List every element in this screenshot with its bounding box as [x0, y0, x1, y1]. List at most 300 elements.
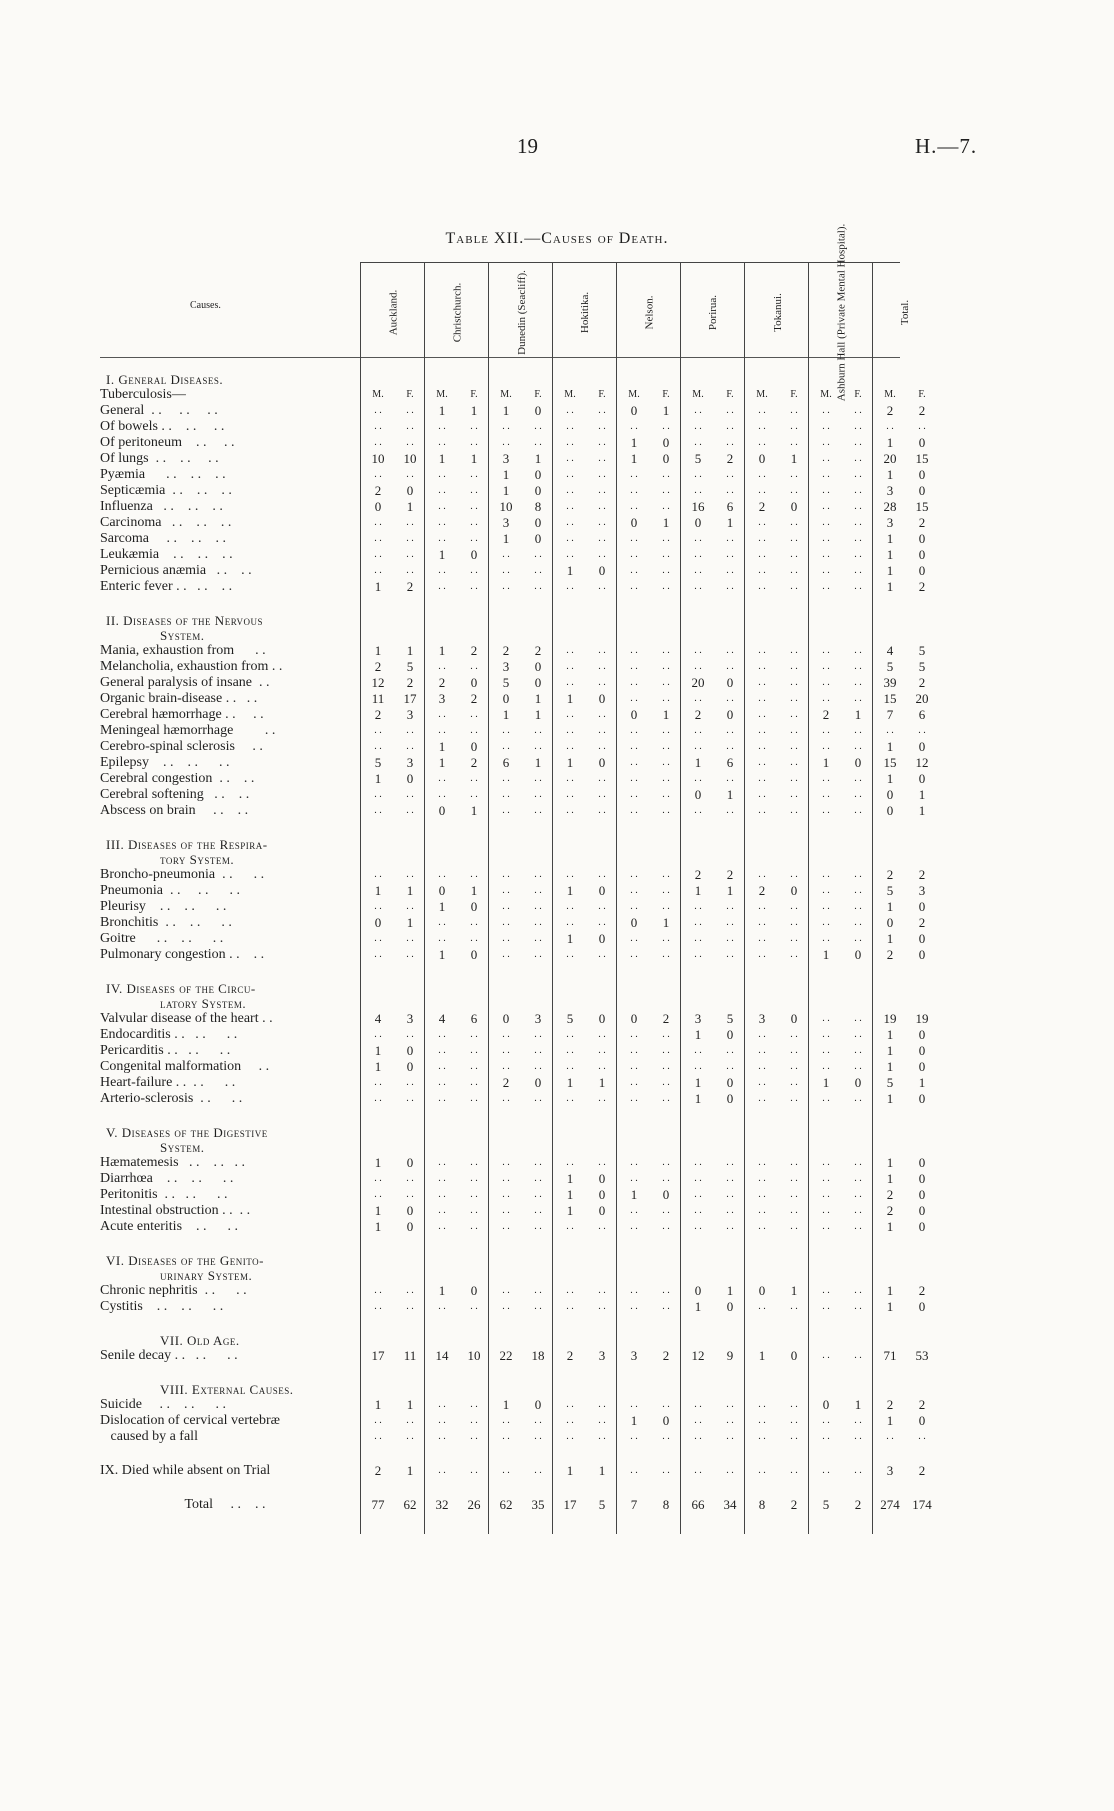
female-count: 0 [918, 1059, 926, 1074]
female-count: . . [854, 725, 862, 736]
female-count: . . [854, 1013, 862, 1024]
sex-header-cell [554, 387, 618, 403]
male-count: . . [758, 645, 766, 656]
female-count: . . [534, 581, 542, 592]
female-count: . . [726, 901, 734, 912]
female-count: . . [534, 1465, 542, 1476]
female-count: . . [854, 917, 862, 928]
male-count: 19 [883, 1011, 897, 1026]
female-count: 1 [662, 707, 670, 722]
male-count: . . [566, 1301, 574, 1312]
male-count: . . [694, 485, 702, 496]
column-header-total [876, 266, 936, 358]
male-count: . . [822, 917, 830, 928]
male-count: 2 [374, 659, 382, 674]
female-count: 0 [534, 531, 542, 546]
value-cell-christchurch [426, 483, 490, 499]
male-count: 3 [694, 1011, 702, 1026]
cause-label: Hæmatemesis . . . . . . [100, 1155, 246, 1170]
cause-label: Pleurisy . . . . . . [100, 899, 227, 914]
male-count: 1 [822, 755, 830, 770]
male-count: 1 [502, 707, 510, 722]
value-cell-total [874, 1027, 938, 1043]
male-count: . . [502, 1189, 510, 1200]
male-count: . . [502, 885, 510, 896]
female-count: . . [726, 1415, 734, 1426]
male-count: 16 [691, 499, 705, 514]
male-count: . . [822, 1431, 830, 1442]
value-cell-hokitika [554, 1429, 618, 1445]
value-cell-hokitika [554, 707, 618, 723]
male-count: 1 [438, 899, 446, 914]
male-count: 2 [374, 707, 382, 722]
female-count: 0 [918, 1155, 926, 1170]
male-count: 17 [563, 1497, 577, 1512]
value-cell-auckland [362, 547, 426, 563]
cause-label: Endocarditis . . . . . . [100, 1027, 238, 1042]
value-cell-hokitika [554, 1283, 618, 1299]
male-count: . . [502, 1157, 510, 1168]
value-cell-nelson [618, 771, 682, 787]
male-count: . . [502, 1029, 510, 1040]
female-count: 0 [534, 483, 542, 498]
female-count: . . [790, 677, 798, 688]
value-cell-hokitika [554, 947, 618, 963]
male-count: . . [822, 469, 830, 480]
female-count: 0 [534, 1075, 542, 1090]
cause-label: Leukæmia . . . . . . [100, 547, 233, 562]
male-count: . . [758, 1189, 766, 1200]
sex-header-cell [874, 387, 938, 403]
male-count: 32 [435, 1497, 449, 1512]
male-count: 1 [566, 755, 574, 770]
male-header: M. [564, 389, 576, 400]
male-count: . . [502, 581, 510, 592]
value-cell-tokanui [746, 1299, 810, 1315]
cause-label: Dislocation of cervical vertebræ [100, 1413, 280, 1428]
value-cell-tokanui [746, 675, 810, 691]
female-count: . . [598, 1301, 606, 1312]
male-count: . . [822, 549, 830, 560]
male-count: . . [438, 661, 446, 672]
male-count: . . [566, 869, 574, 880]
cause-label: Congenital malformation . . [100, 1059, 270, 1074]
female-count: 0 [470, 1283, 478, 1298]
male-count: . . [694, 437, 702, 448]
female-header: F. [918, 389, 926, 400]
value-cell-ashburn-hall [810, 643, 874, 659]
female-count: . . [790, 1221, 798, 1232]
female-count: 0 [918, 1203, 926, 1218]
cause-label: Broncho-pneumonia . . . . [100, 867, 265, 882]
male-count: 1 [694, 1091, 702, 1106]
section-heading: tory System. [160, 852, 235, 867]
male-count: 5 [374, 755, 382, 770]
value-cell-porirua [682, 1011, 746, 1027]
female-count: . . [790, 741, 798, 752]
value-cell-christchurch [426, 1497, 490, 1513]
value-cell-ashburn-hall [810, 899, 874, 915]
female-count: . . [406, 789, 414, 800]
male-count: 1 [502, 483, 510, 498]
female-count: . . [918, 725, 926, 736]
male-count: . . [374, 549, 382, 560]
male-count: . . [438, 773, 446, 784]
female-count: 0 [406, 771, 414, 786]
male-count: . . [630, 869, 638, 880]
female-count: 3 [406, 1011, 414, 1026]
female-count: 0 [790, 1348, 798, 1363]
value-cell-total [874, 563, 938, 579]
column-header-porirua [684, 266, 744, 358]
male-count: . . [374, 421, 382, 432]
female-count: . . [534, 1029, 542, 1040]
female-count: 2 [918, 675, 926, 690]
male-count: 1 [374, 1203, 382, 1218]
value-cell-christchurch [426, 931, 490, 947]
value-cell-dunedin [490, 1187, 554, 1203]
value-cell-christchurch [426, 803, 490, 819]
value-cell-ashburn-hall [810, 435, 874, 451]
male-count: . . [630, 1077, 638, 1088]
value-cell-dunedin [490, 1299, 554, 1315]
value-cell-nelson [618, 1091, 682, 1107]
value-cell-auckland [362, 771, 426, 787]
header-rule-top [360, 262, 900, 263]
male-count: . . [438, 469, 446, 480]
female-count: . . [726, 581, 734, 592]
female-count: 0 [726, 1027, 734, 1042]
male-count: . . [438, 1157, 446, 1168]
female-count: . . [598, 501, 606, 512]
female-count: . . [534, 437, 542, 448]
value-cell-dunedin [490, 563, 554, 579]
female-count: 1 [470, 451, 478, 466]
male-count: . . [694, 469, 702, 480]
value-cell-christchurch [426, 1413, 490, 1429]
female-count: . . [598, 661, 606, 672]
value-cell-christchurch [426, 1171, 490, 1187]
value-cell-ashburn-hall [810, 1043, 874, 1059]
value-cell-porirua [682, 1203, 746, 1219]
value-cell-nelson [618, 1171, 682, 1187]
male-count: . . [566, 517, 574, 528]
female-count: . . [790, 869, 798, 880]
female-count: . . [790, 421, 798, 432]
female-count: . . [534, 725, 542, 736]
female-header: F. [790, 389, 798, 400]
male-count: . . [438, 517, 446, 528]
female-count: . . [406, 1285, 414, 1296]
male-count: 1 [438, 451, 446, 466]
male-count: 0 [374, 499, 382, 514]
value-cell-ashburn-hall [810, 1348, 874, 1364]
male-count: . . [758, 1301, 766, 1312]
female-count: . . [726, 661, 734, 672]
female-count: 1 [406, 1397, 414, 1412]
male-count: 1 [886, 1171, 894, 1186]
male-count: . . [694, 1189, 702, 1200]
female-count: . . [598, 709, 606, 720]
male-count: . . [694, 1061, 702, 1072]
female-count: . . [854, 1205, 862, 1216]
male-count: . . [374, 1431, 382, 1442]
male-count: . . [822, 581, 830, 592]
value-cell-christchurch [426, 1283, 490, 1299]
male-count: . . [886, 421, 894, 432]
female-count: . . [662, 565, 670, 576]
value-cell-nelson [618, 1059, 682, 1075]
female-count: . . [726, 1399, 734, 1410]
value-cell-christchurch [426, 1203, 490, 1219]
female-count: . . [598, 869, 606, 880]
female-count: . . [598, 773, 606, 784]
value-cell-nelson [618, 1413, 682, 1429]
female-count: 0 [918, 1043, 926, 1058]
female-count: 35 [531, 1497, 545, 1512]
male-count: . . [374, 901, 382, 912]
value-cell-dunedin [490, 499, 554, 515]
male-count: . . [630, 1061, 638, 1072]
male-count: . . [374, 789, 382, 800]
female-count: 1 [406, 643, 414, 658]
male-count: . . [694, 533, 702, 544]
cause-label: Of peritoneum . . . . [100, 435, 235, 450]
female-count: . . [726, 469, 734, 480]
male-count: 22 [499, 1348, 513, 1363]
male-count: 1 [886, 467, 894, 482]
female-count: . . [406, 1189, 414, 1200]
male-count: 66 [691, 1497, 705, 1512]
page-number: 19 [517, 134, 538, 158]
value-cell-ashburn-hall [810, 1413, 874, 1429]
male-count: . . [566, 485, 574, 496]
female-count: . . [406, 1093, 414, 1104]
male-count: . . [758, 1399, 766, 1410]
female-count: . . [470, 661, 478, 672]
value-cell-ashburn-hall [810, 1171, 874, 1187]
value-cell-porirua [682, 483, 746, 499]
male-count: 1 [374, 579, 382, 594]
value-cell-auckland [362, 1091, 426, 1107]
female-count: . . [470, 565, 478, 576]
male-header: M. [756, 389, 768, 400]
male-count: . . [566, 789, 574, 800]
female-count: . . [854, 533, 862, 544]
female-count: 2 [662, 1348, 670, 1363]
female-count: . . [598, 901, 606, 912]
value-cell-christchurch [426, 547, 490, 563]
female-count: 2 [918, 1283, 926, 1298]
value-cell-dunedin [490, 1348, 554, 1364]
value-cell-ashburn-hall [810, 1059, 874, 1075]
value-cell-porirua [682, 547, 746, 563]
male-count: 3 [886, 483, 894, 498]
male-count: 8 [758, 1497, 766, 1512]
value-cell-porirua [682, 691, 746, 707]
female-count: 19 [915, 1011, 929, 1026]
male-count: 1 [886, 1219, 894, 1234]
male-count: . . [566, 773, 574, 784]
female-count: . . [534, 1301, 542, 1312]
value-cell-hokitika [554, 1187, 618, 1203]
male-count: . . [502, 869, 510, 880]
female-count: 62 [403, 1497, 417, 1512]
male-count: 7 [630, 1497, 638, 1512]
female-count: . . [662, 469, 670, 480]
value-cell-porirua [682, 579, 746, 595]
female-count: . . [726, 485, 734, 496]
female-count: . . [854, 773, 862, 784]
male-count: 2 [694, 867, 702, 882]
female-count: . . [790, 805, 798, 816]
female-count: . . [598, 1029, 606, 1040]
value-cell-nelson [618, 867, 682, 883]
male-count: 0 [630, 707, 638, 722]
value-cell-tokanui [746, 1283, 810, 1299]
value-cell-ashburn-hall [810, 707, 874, 723]
female-count: 5 [598, 1497, 606, 1512]
value-cell-christchurch [426, 1348, 490, 1364]
male-count: . . [822, 1221, 830, 1232]
value-cell-ashburn-hall [810, 787, 874, 803]
value-cell-nelson [618, 1155, 682, 1171]
female-count: . . [662, 1173, 670, 1184]
female-count: 0 [534, 403, 542, 418]
male-count: . . [758, 405, 766, 416]
male-count: 2 [758, 499, 766, 514]
value-cell-auckland [362, 787, 426, 803]
female-count: . . [854, 1350, 862, 1361]
male-count: 1 [886, 1091, 894, 1106]
value-cell-hokitika [554, 1219, 618, 1235]
value-cell-nelson [618, 579, 682, 595]
value-cell-tokanui [746, 451, 810, 467]
female-count: . . [662, 901, 670, 912]
male-header: M. [628, 389, 640, 400]
female-count: 0 [534, 1397, 542, 1412]
value-cell-tokanui [746, 531, 810, 547]
female-count: . . [790, 485, 798, 496]
male-count: . . [630, 949, 638, 960]
female-count: 0 [662, 451, 670, 466]
value-cell-nelson [618, 803, 682, 819]
value-cell-nelson [618, 403, 682, 419]
cause-label: Peritonitis . . . . . . [100, 1187, 228, 1202]
male-count: . . [502, 1093, 510, 1104]
value-cell-tokanui [746, 659, 810, 675]
male-count: . . [694, 421, 702, 432]
column-header-christchurch [428, 266, 488, 358]
female-count: . . [598, 805, 606, 816]
female-count: 0 [918, 1413, 926, 1428]
female-count: 0 [854, 755, 862, 770]
cause-label: Cerebral congestion . . . . [100, 771, 255, 786]
value-cell-nelson [618, 883, 682, 899]
value-cell-nelson [618, 755, 682, 771]
female-count: . . [406, 549, 414, 560]
male-count: . . [630, 741, 638, 752]
value-cell-christchurch [426, 947, 490, 963]
value-cell-total [874, 435, 938, 451]
male-count: 71 [883, 1348, 897, 1363]
value-cell-auckland [362, 1187, 426, 1203]
table-title [0, 230, 1114, 248]
male-count: . . [438, 709, 446, 720]
female-count: . . [790, 709, 798, 720]
value-cell-ashburn-hall [810, 419, 874, 435]
value-cell-ashburn-hall [810, 659, 874, 675]
female-count: . . [598, 469, 606, 480]
female-header: F. [534, 389, 542, 400]
value-cell-christchurch [426, 1043, 490, 1059]
value-cell-nelson [618, 947, 682, 963]
value-cell-dunedin [490, 1075, 554, 1091]
male-count: . . [694, 1205, 702, 1216]
female-count: 2 [534, 643, 542, 658]
female-count: . . [406, 437, 414, 448]
male-count: 1 [502, 467, 510, 482]
value-cell-porirua [682, 1299, 746, 1315]
male-count: 17 [371, 1348, 385, 1363]
male-count: . . [502, 565, 510, 576]
male-count: . . [694, 1157, 702, 1168]
value-cell-auckland [362, 867, 426, 883]
value-cell-hokitika [554, 1299, 618, 1315]
value-cell-auckland [362, 675, 426, 691]
value-cell-tokanui [746, 691, 810, 707]
male-count: 5 [886, 1075, 894, 1090]
value-cell-dunedin [490, 1463, 554, 1479]
male-count: . . [502, 741, 510, 752]
value-cell-ashburn-hall [810, 1091, 874, 1107]
male-count: 6 [502, 755, 510, 770]
female-count: . . [854, 805, 862, 816]
female-count: . . [854, 901, 862, 912]
female-count: . . [790, 661, 798, 672]
male-count: . . [758, 661, 766, 672]
female-count: . . [662, 693, 670, 704]
value-cell-porirua [682, 1155, 746, 1171]
value-cell-total [874, 1011, 938, 1027]
value-cell-auckland [362, 1283, 426, 1299]
value-cell-auckland [362, 707, 426, 723]
female-count: . . [662, 1157, 670, 1168]
value-cell-ashburn-hall [810, 1283, 874, 1299]
value-cell-ashburn-hall [810, 563, 874, 579]
female-count: . . [662, 1221, 670, 1232]
male-count: 1 [886, 579, 894, 594]
value-cell-dunedin [490, 1059, 554, 1075]
female-count: 0 [534, 515, 542, 530]
female-count: . . [470, 1431, 478, 1442]
cause-label: Chronic nephritis . . . . [100, 1283, 247, 1298]
male-count: . . [758, 1173, 766, 1184]
female-count: . . [854, 693, 862, 704]
male-count: 5 [566, 1011, 574, 1026]
value-cell-total [874, 451, 938, 467]
value-cell-porirua [682, 1027, 746, 1043]
value-cell-total [874, 579, 938, 595]
value-cell-total [874, 1091, 938, 1107]
female-count: 0 [918, 547, 926, 562]
value-cell-total [874, 531, 938, 547]
female-count: . . [726, 549, 734, 560]
value-cell-porirua [682, 867, 746, 883]
female-count: . . [534, 773, 542, 784]
female-count: . . [406, 517, 414, 528]
value-cell-total [874, 1059, 938, 1075]
